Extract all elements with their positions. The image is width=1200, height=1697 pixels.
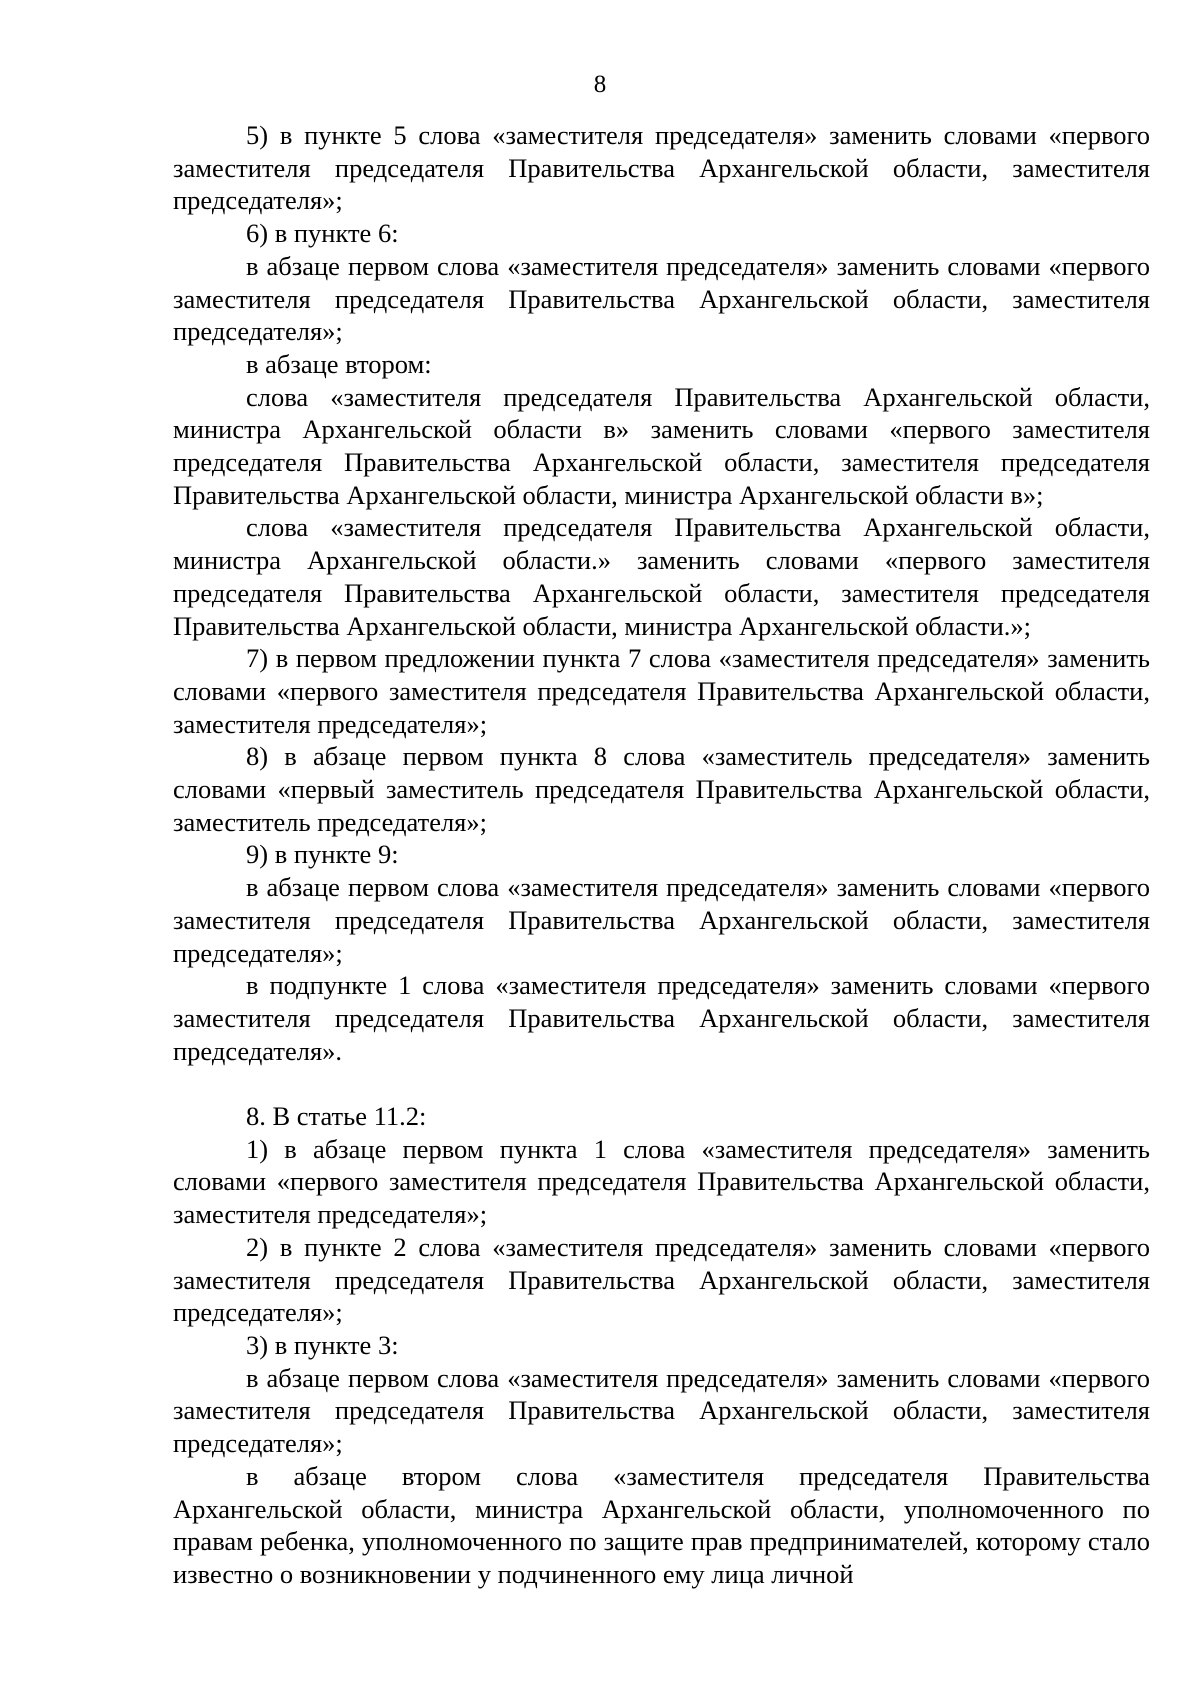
paragraph-11-2-item-2: 2) в пункте 2 слова «заместителя председателя» заменить словами «первого заместителя председателя Правительства Архангельской области, заместителя председателя»;	[173, 1231, 1150, 1328]
document-body	[173, 119, 1150, 1591]
paragraph-11-2-item-3-second-abzac: в абзаце втором слова «заместителя председателя Правительства Архангельской области, министра Архангельской области, уполномоченного по правам ребенка, уполномоченного по защите прав предпринимателей, которому стало известно о возникновении у подчиненного ему лица личной	[173, 1460, 1150, 1589]
page-number: 8	[593, 71, 607, 98]
paragraph-item-5: 5) в пункте 5 слова «заместителя председателя» заменить словами «первого заместителя председателя Правительства Архангельской области, заместителя председателя»;	[173, 120, 1150, 216]
paragraph-item-8: 8) в абзаце первом пункта 8 слова «заместитель председателя» заменить словами «первый заместитель председателя Правительства Архангельской области, заместитель председателя»;	[173, 741, 1150, 837]
paragraph-item-9-first-abzac: в абзаце первом слова «заместителя председателя» заменить словами «первого заместителя председателя Правительства Архангельской области, заместителя председателя»;	[173, 872, 1150, 968]
paragraph-item-9: 9) в пункте 9:	[246, 839, 399, 870]
paragraph-11-2-item-3: 3) в пункте 3:	[246, 1330, 399, 1360]
paragraph-item-6-second-abzac: в абзаце втором:	[246, 348, 432, 379]
paragraph-11-2-item-3-first-abzac: в абзаце первом слова «заместителя председателя» заменить словами «первого заместителя председателя Правительства Архангельской области, заместителя председателя»;	[173, 1362, 1150, 1459]
paragraph-item-6-first-abzac: в абзаце первом слова «заместителя председателя» заменить словами «первого заместителя председателя Правительства Архангельской области, заместителя председателя»;	[173, 250, 1150, 347]
paragraph-item-7: 7) в первом предложении пункта 7 слова «заместителя председателя» заменить словами «первого заместителя председателя Правительства Архангельской области, заместителя председателя»;	[173, 643, 1150, 739]
paragraph-item-6-words-2: слова «заместителя председателя Правительства Архангельской области, министра Архангельской области.» заменить словами «первого заместителя председателя Правительства Архангельской области, заместителя председателя Правительства Архангельской области, министра Архангельской области.»;	[173, 512, 1150, 641]
paragraph-11-2-item-1: 1) в абзаце первом пункта 1 слова «заместителя председателя» заменить словами «первого заместителя председателя Правительства Архангельской области, заместителя председателя»;	[173, 1133, 1150, 1230]
paragraph-item-6: 6) в пункте 6:	[246, 218, 399, 249]
section-heading-article-11-2: 8. В статье 11.2:	[246, 1101, 427, 1132]
paragraph-item-6-words-1: слова «заместителя председателя Правительства Архангельской области, министра Архангельской области в» заменить словами «первого заместителя председателя Правительства Архангельской области, заместителя председателя Правительства Архангельской области, министра Архангельской области в»;	[173, 381, 1150, 510]
paragraph-item-9-subitem-1: в подпункте 1 слова «заместителя председателя» заменить словами «первого заместителя председателя Правительства Архангельской области, заместителя председателя».	[173, 970, 1150, 1066]
